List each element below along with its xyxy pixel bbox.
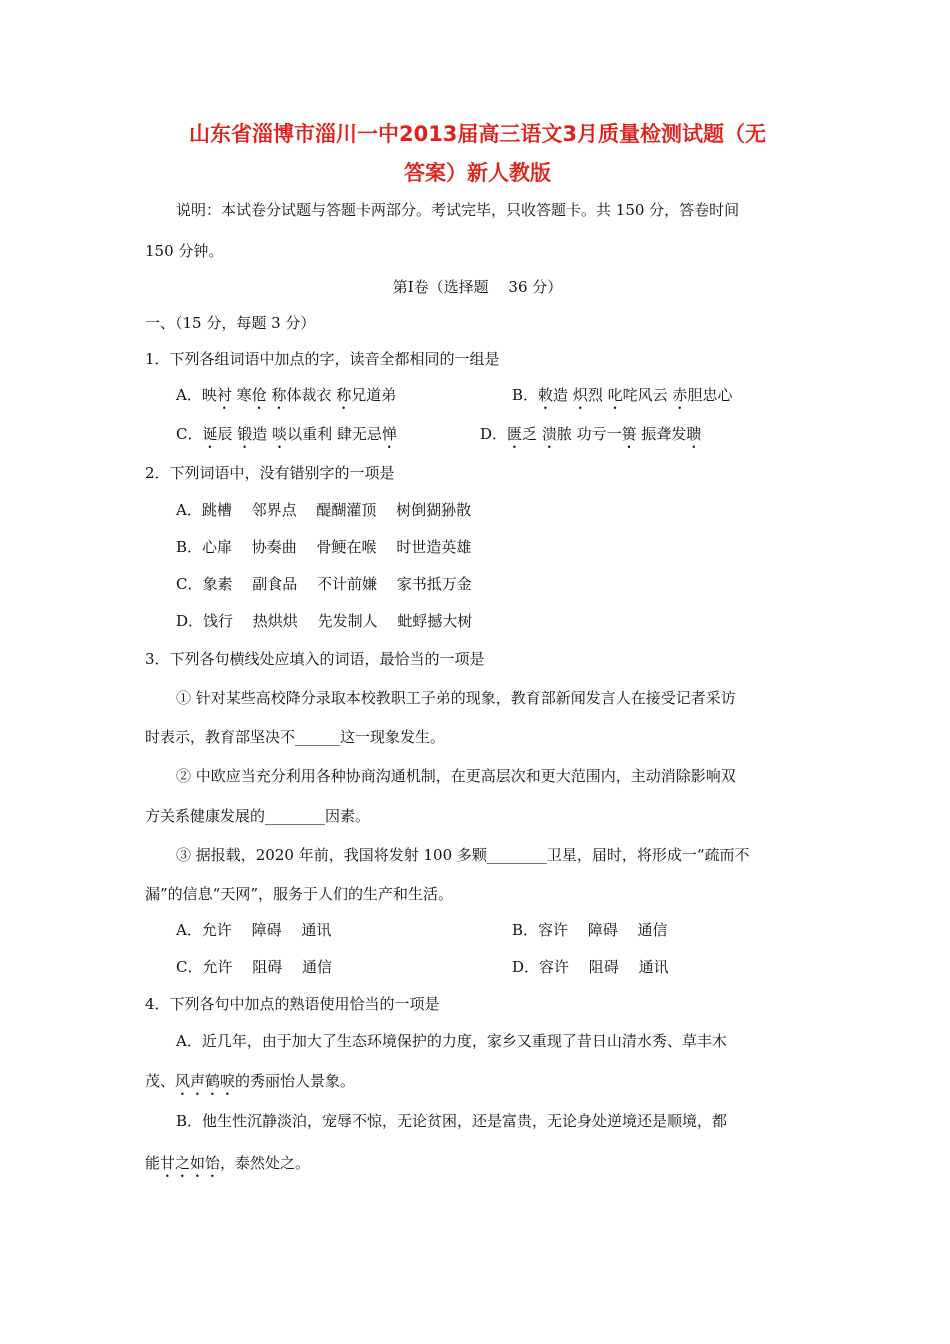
q4-option-b-line-2: [145, 1152, 310, 1181]
q4-b-dotted-idiom: 甘之如饴: [160, 1154, 221, 1172]
q4-a-text-pre: 茂、: [145, 1072, 176, 1090]
q4-a-dotted-idiom: 风声鹤唳: [175, 1072, 236, 1090]
q1-option-c: C．诞辰 锻造 啖以重利 肆无忌惮: [176, 425, 397, 443]
q2-option-a: A．跳槽 邻界点 醍醐灌顶 树倒猢狲散: [176, 501, 472, 519]
q3-option-c: C．允许 阻碍 通信: [176, 958, 333, 976]
q3-sentence-2-line-2: 方关系健康发展的________因素。: [145, 807, 371, 825]
q1-stem: 1．下列各组词语中加点的字，读音全都相同的一组是: [145, 350, 500, 368]
q3-option-b: B．容许 障碍 通信: [512, 921, 668, 939]
document-title-line-1: 山东省淄博市淄川一中2013届高三语文3月质量检测试题（无: [188, 122, 767, 146]
q2-option-b: B．心扉 协奏曲 骨鲠在喉 时世造英雄: [176, 538, 472, 556]
q3-stem: 3．下列各句横线处应填入的词语，最恰当的一项是: [145, 650, 485, 668]
document-title-line-2: 答案）新人教版: [404, 161, 551, 185]
intro-line-2: 150 分钟。: [145, 242, 224, 260]
q3-sentence-3-line-1: ③ 据报载，2020 年前，我国将发射 100 多颗________卫星，届时，将形成一“疏而不: [176, 846, 750, 864]
q4-b-text-post: ，泰然处之。: [220, 1154, 311, 1172]
q1-option-a: A．映衬 寒伧 称体裁衣 称兄道弟: [176, 386, 397, 404]
q1-option-d: D．匮乏 溃脓 功亏一篑 振聋发聩: [480, 425, 702, 443]
q4-option-b-line-1: B．他生性沉静淡泊，宠辱不惊，无论贫困，还是富贵，无论身处逆境还是顺境，都: [176, 1112, 728, 1130]
q2-option-d: D．饯行 热烘烘 先发制人 蚍蜉撼大树: [176, 612, 473, 630]
q4-a-text-post: 的秀丽怡人景象。: [235, 1072, 356, 1090]
q3-sentence-2-line-1: ② 中欧应当充分利用各种协商沟通机制，在更高层次和更大范围内，主动消除影响双: [176, 767, 736, 785]
q2-stem: 2．下列词语中，没有错别字的一项是: [145, 464, 395, 482]
q3-sentence-1-line-2: 时表示，教育部坚决不______这一现象发生。: [145, 728, 446, 746]
q3-sentence-3-line-2: 漏”的信息“天网”，服务于人们的生产和生活。: [145, 885, 454, 903]
q3-sentence-1-line-1: ① 针对某些高校降分录取本校教职工子弟的现象，教育部新闻发言人在接受记者采访: [176, 689, 736, 707]
q4-stem: 4．下列各句中加点的熟语使用恰当的一项是: [145, 995, 440, 1013]
intro-line-1: 说明：本试卷分试题与答题卡两部分。考试完毕，只收答题卡。共 150 分，答卷时间: [176, 201, 740, 219]
q2-option-c: C．象素 副食品 不计前嫌 家书抵万金: [176, 575, 472, 593]
q4-option-a-line-1: A．近几年，由于加大了生态环境保护的力度，家乡又重现了昔日山清水秀、草丰木: [176, 1032, 727, 1050]
q4-option-a-line-2: [145, 1070, 355, 1099]
q1-option-b: B．敕造 炽烈 叱咤风云 赤胆忠心: [512, 386, 733, 404]
section-title: 第Ⅰ卷（选择题 36 分）: [392, 278, 563, 296]
part-one-heading: 一、（15 分，每题 3 分）: [145, 314, 316, 332]
q3-option-d: D．容许 阻碍 通讯: [512, 958, 669, 976]
q4-b-text-pre: 能: [145, 1154, 161, 1172]
q3-option-a: A．允许 障碍 通讯: [176, 921, 332, 939]
